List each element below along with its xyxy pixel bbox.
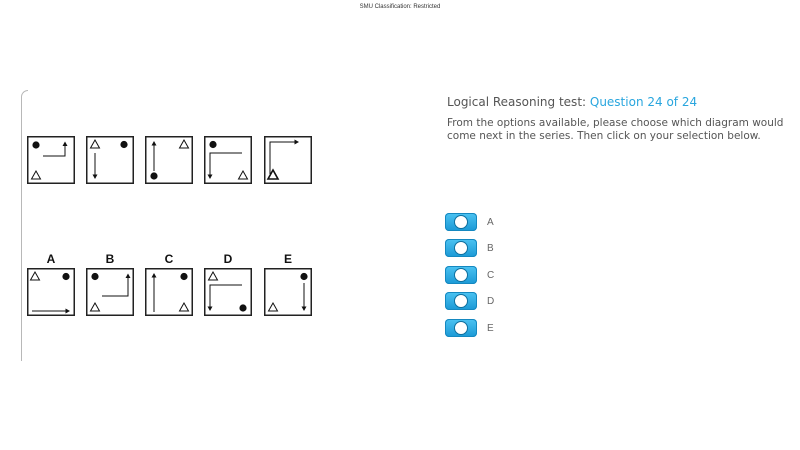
series-panel-4: [204, 136, 252, 184]
answer-option-a[interactable]: [445, 212, 525, 232]
left-divider: [21, 90, 28, 361]
dot-icon: [62, 273, 69, 280]
answer-label-a: A: [487, 216, 494, 228]
answer-label-c: C: [487, 269, 495, 281]
instructions-text: From the options available, please choose which diagram would come next in the series. Then click on your selection below.: [447, 117, 784, 142]
dot-icon: [239, 304, 246, 311]
dot-icon: [150, 172, 157, 179]
question-title: [447, 95, 697, 109]
option-panel-d: [204, 268, 252, 316]
radio-dot-icon: [454, 321, 468, 335]
option-letter-d: D: [223, 252, 233, 266]
radio-dot-icon: [454, 241, 468, 255]
option-panel-b: [86, 268, 134, 316]
option-panel-c: [145, 268, 193, 316]
option-letter-c: C: [164, 252, 174, 266]
test-title-text: Logical Reasoning test:: [447, 95, 590, 109]
option-letter-b: B: [105, 252, 115, 266]
dot-icon: [120, 141, 127, 148]
option-panel-a: [27, 268, 75, 316]
dot-icon: [209, 141, 216, 148]
answer-label-b: B: [487, 242, 494, 254]
radio-button-icon[interactable]: [445, 239, 477, 257]
option-panel-e: [264, 268, 312, 316]
series-panel-5: [264, 136, 312, 184]
answer-option-e[interactable]: [445, 318, 525, 338]
series-panel-3: [145, 136, 193, 184]
series-panel-2: [86, 136, 134, 184]
radio-button-icon[interactable]: [445, 292, 477, 310]
radio-dot-icon: [454, 215, 468, 229]
series-panel-1: [27, 136, 75, 184]
option-letter-e: E: [283, 252, 292, 266]
option-letter-a: A: [46, 252, 56, 266]
dot-icon: [32, 141, 39, 148]
dot-icon: [180, 273, 187, 280]
answer-option-d[interactable]: [445, 291, 525, 311]
classification-label: SMU Classification: Restricted: [359, 4, 441, 10]
radio-button-icon[interactable]: [445, 266, 477, 284]
answer-option-c[interactable]: [445, 265, 525, 285]
radio-dot-icon: [454, 268, 468, 282]
radio-button-icon[interactable]: [445, 213, 477, 231]
answer-label-e: E: [487, 322, 494, 334]
dot-icon: [91, 273, 98, 280]
answer-option-b[interactable]: [445, 238, 525, 258]
dot-icon: [300, 273, 307, 280]
radio-dot-icon: [454, 294, 468, 308]
question-number: Question 24 of 24: [589, 95, 698, 109]
answer-label-d: D: [487, 295, 495, 307]
radio-button-icon[interactable]: [445, 319, 477, 337]
